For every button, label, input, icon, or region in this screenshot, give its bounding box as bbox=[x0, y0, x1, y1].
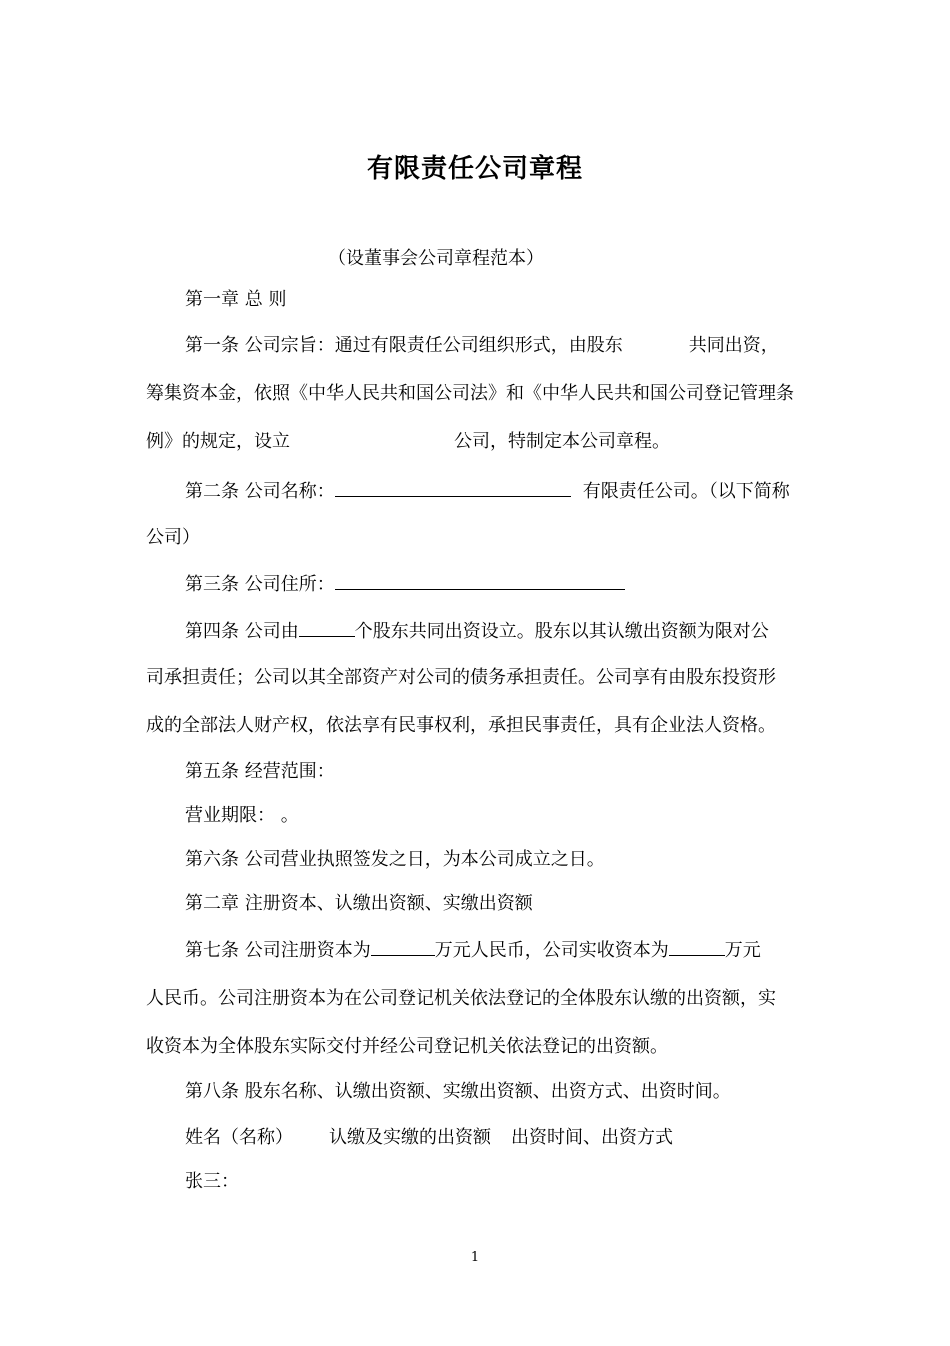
chapter-1-heading: 第一章 总 则 bbox=[185, 289, 287, 310]
article-4-line-1 bbox=[185, 618, 769, 644]
article-1-line-2: 筹集资本金，依照《中华人民共和国公司法》和《中华人民共和国公司登记管理条 bbox=[146, 383, 794, 404]
document-title: 有限责任公司章程 bbox=[366, 154, 583, 184]
article-2-text-b: 有限责任公司。（以下简称 bbox=[582, 481, 790, 502]
chapter-2-heading: 第二章 注册资本、认缴出资额、实缴出资额 bbox=[185, 893, 533, 914]
table-col-amount: 认缴及实缴的出资额 bbox=[329, 1127, 491, 1148]
paid-in-capital-blank bbox=[669, 937, 725, 956]
article-7-text-a: 第七条 公司注册资本为 bbox=[185, 940, 371, 961]
article-6-line: 第六条 公司营业执照签发之日，为本公司成立之日。 bbox=[185, 849, 605, 870]
article-7-text-c: 万元 bbox=[724, 940, 761, 961]
article-5-line: 第五条 经营范围： bbox=[185, 761, 335, 782]
article-7-text-b: 万元人民币，公司实收资本为 bbox=[434, 940, 669, 961]
article-2-line-2: 公司） bbox=[146, 527, 200, 548]
company-address-blank bbox=[335, 571, 625, 590]
registered-capital-blank bbox=[371, 937, 435, 956]
article-2-line-1 bbox=[185, 478, 790, 504]
shareholder-table-header bbox=[185, 1126, 673, 1150]
article-1-line-1 bbox=[185, 334, 805, 358]
company-name-blank bbox=[335, 478, 571, 497]
article-1-text-d: 公司，特制定本公司章程。 bbox=[454, 431, 670, 452]
article-4-line-2: 司承担责任；公司以其全部资产对公司的债务承担责任。公司享有由股东投资形 bbox=[146, 667, 776, 688]
page-number: 1 bbox=[470, 1250, 480, 1265]
business-term-line: 营业期限： 。 bbox=[185, 805, 299, 826]
table-col-time-method: 出资时间、出资方式 bbox=[511, 1127, 673, 1148]
article-1-text-c: 例》的规定，设立 bbox=[146, 431, 290, 452]
table-col-name: 姓名（名称） bbox=[185, 1127, 293, 1148]
article-4-text-a: 第四条 公司由 bbox=[185, 621, 299, 642]
article-1-line-3 bbox=[146, 430, 670, 454]
article-7-line-1 bbox=[185, 937, 761, 963]
article-3-line bbox=[185, 571, 625, 597]
article-4-text-b: 个股东共同出资设立。股东以其认缴出资额为限对公 bbox=[354, 621, 769, 642]
article-1-text-a: 第一条 公司宗旨：通过有限责任公司组织形式，由股东 bbox=[185, 335, 623, 356]
article-2-text-a: 第二条 公司名称： bbox=[185, 481, 335, 502]
article-4-line-3: 成的全部法人财产权，依法享有民事权利，承担民事责任，具有企业法人资格。 bbox=[146, 715, 776, 736]
article-1-text-b: 共同出资， bbox=[688, 335, 779, 356]
article-7-line-2: 人民币。公司注册资本为在公司登记机关依法登记的全体股东认缴的出资额，实 bbox=[146, 988, 776, 1009]
document-subtitle: （设董事会公司章程范本） bbox=[328, 248, 544, 269]
article-7-line-3: 收资本为全体股东实际交付并经公司登记机关依法登记的出资额。 bbox=[146, 1036, 668, 1057]
article-8-line: 第八条 股东名称、认缴出资额、实缴出资额、出资方式、出资时间。 bbox=[185, 1081, 731, 1102]
shareholder-row-1: 张三： bbox=[185, 1171, 239, 1192]
article-3-text: 第三条 公司住所： bbox=[185, 574, 335, 595]
shareholder-count-blank bbox=[299, 618, 355, 637]
